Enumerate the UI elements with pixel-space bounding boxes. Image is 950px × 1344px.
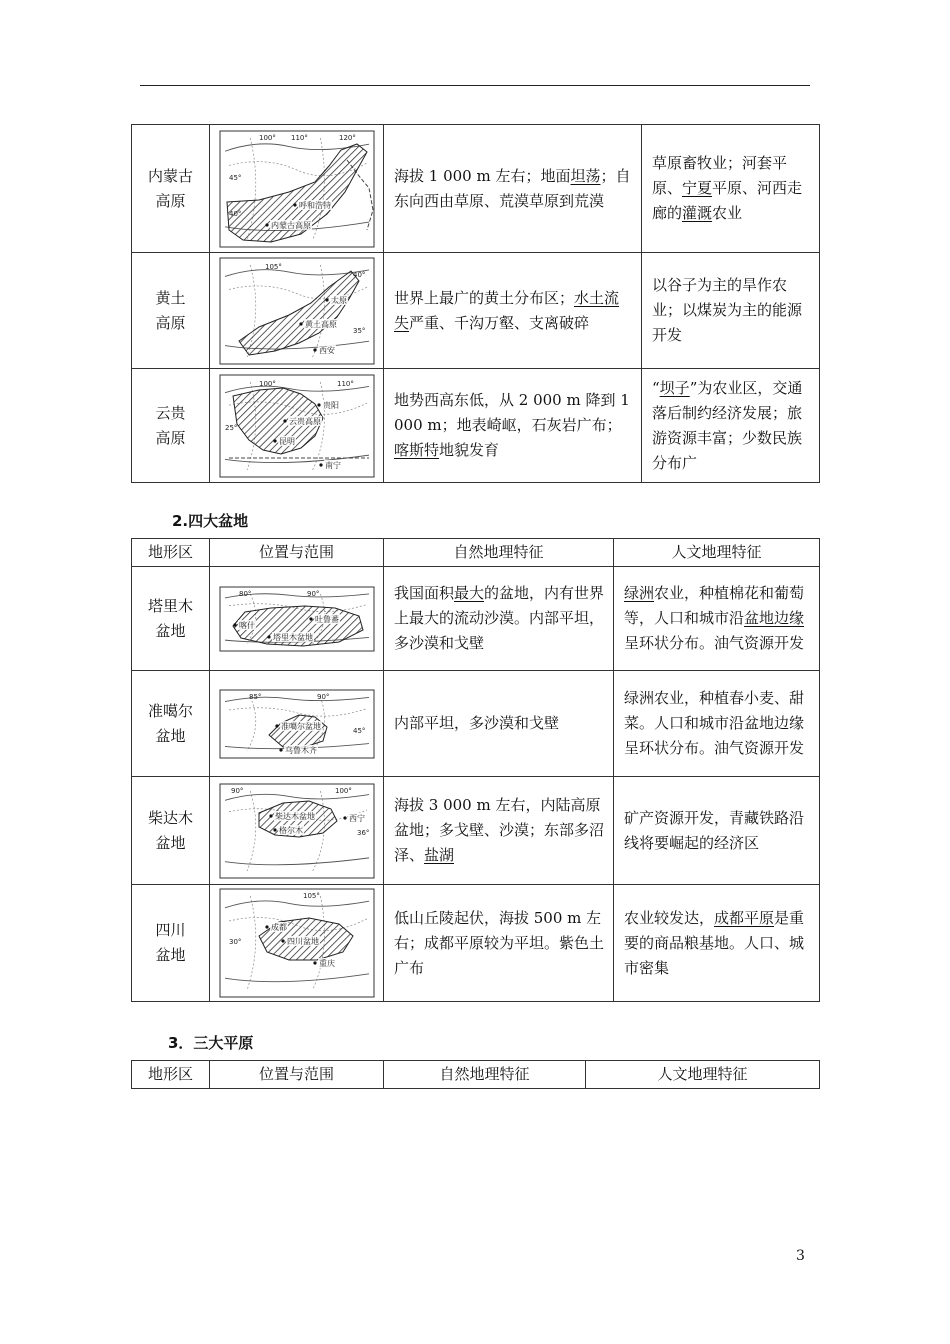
map-place-label: 准噶尔盆地 [280,721,321,731]
city-dot [313,961,316,964]
text-segment: 地势西高东低，从 2 000 m 降到 1 000 m；地表崎岖，石灰岩广布； [394,391,630,434]
header-cell: 自然地理特征 [384,1061,586,1089]
table-row [132,567,820,671]
map-place-label: 太原 [330,295,347,305]
text-segment: 世界上最广的黄土分布区； [394,288,575,307]
map-coordinate-label: 90° [306,589,319,598]
landform-name-line: 盆地 [155,946,186,964]
map-cell [210,125,384,253]
landform-name-line: 盆地 [155,621,186,640]
city-dot [299,322,302,325]
map-coordinate-label: 100° [334,786,352,795]
map-coordinate-label: 90° [316,692,329,701]
text-segment: ；自东向西由草原、荒漠草原到荒漠 [394,166,631,210]
location-map [219,257,375,365]
landform-name-cell [132,777,210,885]
table-row [132,777,820,885]
landform-name-line: 盆地 [155,833,186,852]
table-row [132,885,820,1002]
map-coordinate-label: 90° [230,786,243,795]
text-segment: 农业 [712,204,743,222]
text-segment: 农业较发达， [624,908,715,927]
landform-name-cell [132,567,210,671]
text-segment: 以谷子为主的旱作农业；以煤炭为主的能源开发 [652,276,803,344]
text-segment: 是重要的商品粮基地。人口、城市密集 [624,908,805,977]
header-cell: 自然地理特征 [384,539,614,567]
header-cell: 地形区 [132,539,210,567]
natural-features-cell [384,567,614,671]
city-dot [265,223,268,226]
map-place-label: 南宁 [324,460,341,470]
location-map [219,783,375,879]
natural-features-cell [384,671,614,777]
underlined-term: 成都平原 [714,908,775,927]
map-place-label: 昆明 [278,436,295,446]
map-place-label: 西安 [318,345,335,355]
map-place-label: 格尔木 [278,825,303,835]
city-dot [313,348,316,351]
human-features-cell [614,671,820,777]
underlined-term: 坦荡 [570,166,601,185]
header-rule [140,85,810,86]
map-place-label: 云贵高原 [288,416,321,426]
human-features-cell [642,125,820,253]
text-segment: 矿产资源开发，青藏铁路沿线将要崛起的经济区 [624,808,805,852]
map-coordinate-label: 25° [224,423,237,432]
map-place-label: 黄土高原 [304,319,337,329]
city-dot [267,635,270,638]
text-segment: 呈环状分布。油气资源开发 [624,634,805,652]
city-dot [319,463,322,466]
map-coordinate-label: 45° [228,173,241,182]
landform-name-cell [132,671,210,777]
landform-name-line: 云贵 [155,403,186,422]
map-place-label: 重庆 [318,959,335,968]
city-dot [233,623,236,626]
map-coordinate-label: 110° [336,379,354,388]
map-coordinate-label: 85° [248,692,261,701]
location-map [219,888,375,998]
map-coordinate-label: 45° [352,726,365,735]
plateaus-table [131,124,820,483]
map-place-label: 塔里木盆地 [272,632,313,642]
header-cell: 位置与范围 [210,1061,384,1089]
human-features-cell [642,253,820,369]
landform-name-line: 高原 [155,191,186,210]
natural-features-cell [384,777,614,885]
underlined-term: 绿洲 [624,584,655,602]
map-cell [210,567,384,671]
underlined-term: 宁夏 [682,179,713,197]
text-segment: 海拔 3 000 m 左右，内陆高原盆地；多戈壁、沙漠；东部多沼泽、 [394,796,605,864]
map-cell [210,885,384,1002]
map-coordinate-label: 110° [290,133,308,142]
natural-features-cell [384,125,642,253]
city-dot [325,298,328,301]
underlined-term: 灌溉 [682,204,713,222]
plains-header-row [132,1061,820,1089]
landform-name-line: 黄土 [155,288,186,307]
header-cell: 人文地理特征 [586,1061,820,1089]
text-segment: 绿洲农业，种植春小麦、甜菜。人口和城市沿盆地边缘呈环状分布。油气资源开发 [624,689,805,757]
text-segment: 海拔 1 000 m 左右；地面 [394,166,571,185]
city-dot [281,939,284,942]
map-place-label: 西宁 [348,813,365,823]
human-features-cell [614,885,820,1002]
city-dot [317,403,320,406]
header-cell: 地形区 [132,1061,210,1089]
text-segment: 我国面积 [394,584,455,602]
map-coordinate-label: 120° [338,133,356,142]
text-segment: 低山丘陵起伏，海拔 500 m 左右；成都平原较为平坦。紫色土广布 [394,908,605,977]
city-dot [273,439,276,442]
basins-section-title: 2.四大盆地 [172,512,249,530]
underlined-term: 喀斯特 [394,441,440,459]
underlined-term: 盐湖 [424,846,455,864]
map-coordinate-label: 100° [258,133,276,142]
location-map [219,689,375,759]
text-segment: “ [652,378,660,397]
text-segment: 严重、千沟万壑、支离破碎 [409,313,590,332]
human-features-cell [642,369,820,483]
map-place-label: 柴达木盆地 [274,811,315,821]
map-coordinate-label: 80° [238,589,251,598]
map-place-label: 贵阳 [322,400,339,410]
map-place-label: 呼和浩特 [298,200,331,210]
map-place-label: 喀什 [238,620,255,630]
landform-name-line: 高原 [155,313,186,332]
text-segment: 草原畜牧业；河套平原、 [652,154,788,197]
table-row [132,253,820,369]
human-features-cell [614,567,820,671]
map-place-label: 四川盆地 [286,937,319,946]
natural-features-cell [384,885,614,1002]
plains-table [131,1060,820,1089]
basins-header-row [132,539,820,567]
city-dot [273,828,276,831]
header-cell: 位置与范围 [210,539,384,567]
table-row [132,671,820,777]
landform-name-cell [132,885,210,1002]
map-cell [210,369,384,483]
landform-name-cell [132,369,210,483]
landform-name-line: 塔里木 [147,596,193,615]
location-map [219,586,375,652]
text-segment: 内部平坦，多沙漠和戈壁 [394,714,560,732]
landform-name-line: 柴达木 [147,808,193,827]
basins-table [131,538,820,1002]
map-coordinate-label: 40° [228,209,241,218]
map-coordinate-label: 40° [352,270,365,279]
map-place-label: 内蒙古高原 [270,220,311,230]
location-map [219,374,375,478]
header-cell: 人文地理特征 [614,539,820,567]
natural-features-cell [384,369,642,483]
map-coordinate-label: 105° [302,892,320,900]
map-place-label: 乌鲁木齐 [284,745,317,755]
table-row [132,369,820,483]
map-coordinate-label: 30° [228,938,241,946]
landform-name-line: 盆地 [155,726,186,745]
page-number: 3 [796,1248,805,1264]
underlined-term: 盆地边缘 [744,609,805,627]
map-place-label: 成都 [270,923,287,932]
landform-name-cell [132,125,210,253]
landform-name-line: 内蒙古 [147,166,193,185]
city-dot [343,816,346,819]
city-dot [265,925,268,928]
human-features-cell [614,777,820,885]
landform-name-line: 准噶尔 [147,701,193,720]
map-place-label: 吐鲁番 [314,614,339,624]
underlined-term: 坝子 [659,378,690,397]
map-cell [210,777,384,885]
text-segment: 农业，种植棉花和葡萄等，人口和城市沿 [624,584,805,627]
plains-section-title: 3．三大平原 [168,1034,254,1052]
city-dot [283,419,286,422]
map-cell [210,253,384,369]
location-map [219,130,375,248]
map-coordinate-label: 36° [356,828,369,837]
map-coordinate-label: 105° [264,262,282,271]
underlined-term: 水土流失 [394,288,620,332]
city-dot [269,814,272,817]
city-dot [293,203,296,206]
map-coordinate-label: 35° [352,326,365,335]
landform-name-cell [132,253,210,369]
city-dot [279,748,282,751]
landform-name-line: 四川 [155,921,186,939]
landform-name-line: 高原 [155,428,186,447]
map-coordinate-label: 100° [258,379,276,388]
text-segment: 的盆地，内有世界上最大的流动沙漠。内部平坦，多沙漠和戈壁 [394,584,605,652]
text-segment: 平原、河西走廊的 [652,179,803,222]
city-dot [275,724,278,727]
underlined-term: 最大 [454,584,485,602]
city-dot [309,617,312,620]
map-cell [210,671,384,777]
natural-features-cell [384,253,642,369]
table-row [132,125,820,253]
text-segment: 地貌发育 [439,441,500,459]
text-segment: ”为农业区，交通落后制约经济发展；旅游资源丰富；少数民族分布广 [652,378,803,472]
